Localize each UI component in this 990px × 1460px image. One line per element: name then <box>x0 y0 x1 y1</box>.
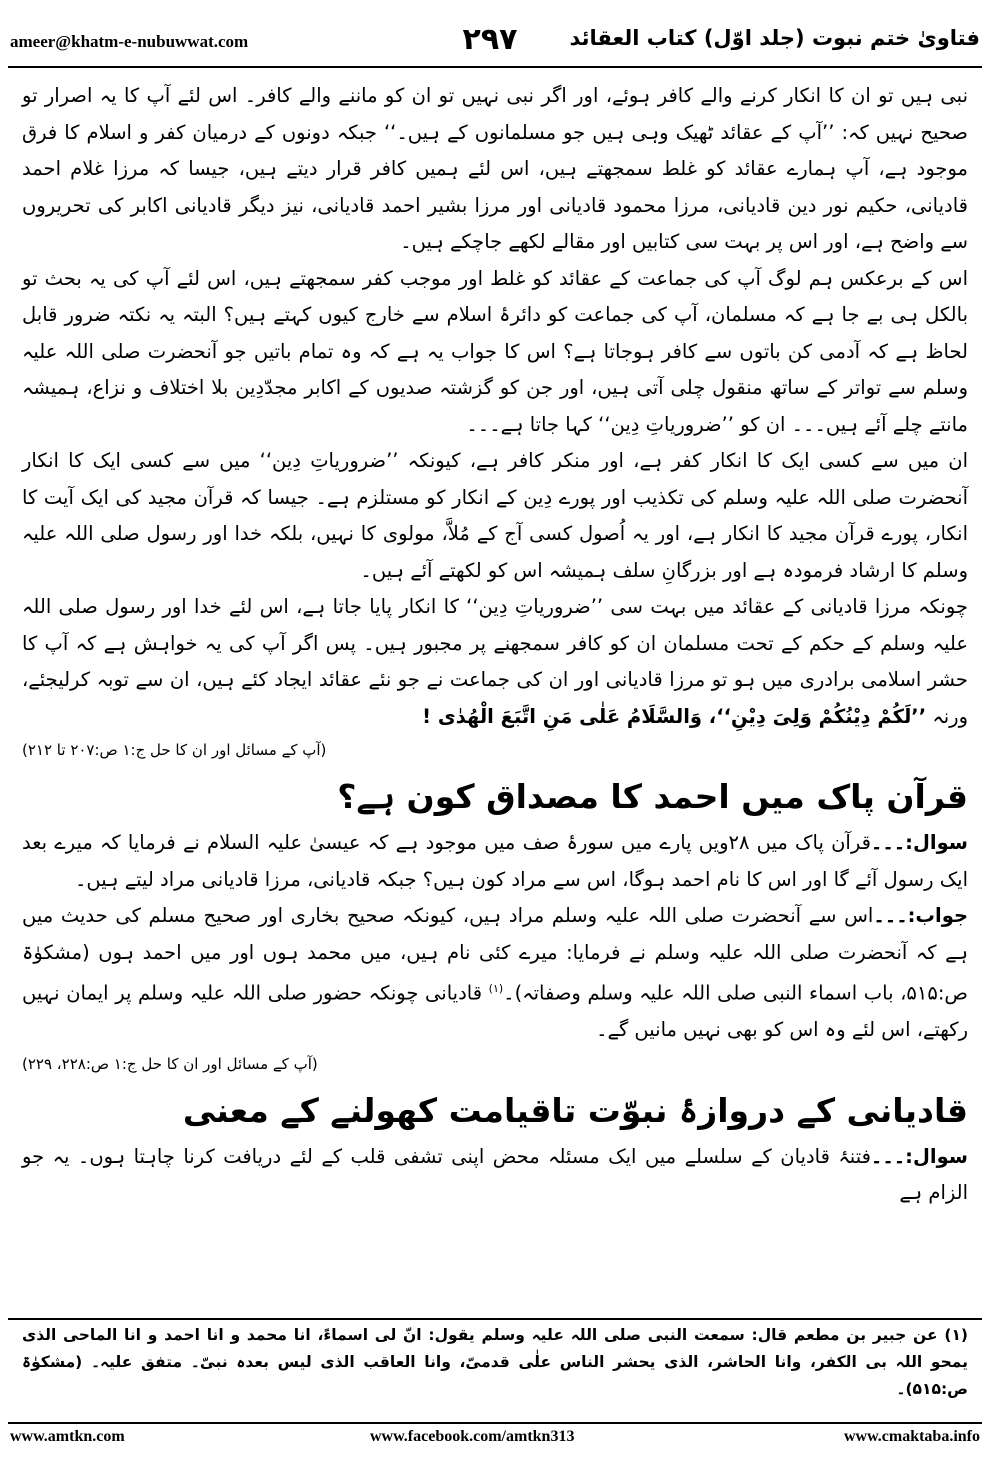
answer-2 <box>22 898 968 1049</box>
footer-link-facebook[interactable]: www.facebook.com/amtkn313 <box>370 1428 575 1445</box>
page-header <box>10 22 980 62</box>
question-text: قرآن پاک میں ۲۸ویں پارے میں سورۂ صف میں موجود ہے کہ عیسیٰ علیہ السلام نے فرمایا کہ میرے بعد ایک رسول آئے گا اور اس کا نام احمد ہوگا، اس سے مراد کون ہیں؟ جبکہ قادیانی، مرزا قادیانی مراد لیتے ہیں۔ <box>22 831 968 891</box>
paragraph-3: ان میں سے کسی ایک کا انکار کفر ہے، اور منکر کافر ہے، کیونکہ ’’ضروریاتِ دِین‘‘ میں سے کسی ایک کا انکار آنحضرت صلی اللہ علیہ وسلم کی تکذیب اور پورے دِین کے انکار کو مستلزم ہے۔ جیسا کہ قرآن مجید کی ایک آیت کا انکار، پورے قرآن مجید کا انکار ہے، اور یہ اُصول کسی آج کے مُلاَّ، مولوی کا نہیں، بلکہ خدا اور رسول صلی اللہ علیہ وسلم کا ارشاد فرمودہ ہے اور بزرگانِ سلف ہمیشہ اس کو لکھتے آئے ہیں۔ <box>22 449 968 582</box>
section-heading-ahmad: قرآن پاک میں احمد کا مصداق کون ہے؟ <box>337 777 968 816</box>
paragraph-4 <box>22 589 968 735</box>
question-3 <box>22 1139 968 1212</box>
footer-divider <box>8 1422 982 1424</box>
header-email[interactable]: ameer@khatm-e-nubuwwat.com <box>10 32 249 51</box>
footer-link-amtkn[interactable]: www.amtkn.com <box>10 1428 125 1445</box>
footer-link-cmaktaba[interactable]: www.cmaktaba.info <box>843 1428 980 1445</box>
footnote-divider <box>8 1318 982 1320</box>
paragraph-2: اس کے برعکس ہم لوگ آپ کی جماعت کے عقائد کو غلط اور موجب کفر سمجھتے ہیں، اس لئے آپ کی یہ بحث تو بالکل ہی بے جا ہے کہ مسلمان، آپ کی جماعت کو دائرۂ اسلام سے خارج کیوں کہتے ہیں؟ البتہ یہ نکتہ ضرور قابل لحاظ ہے کہ آدمی کن باتوں سے کافر ہوجاتا ہے؟ اس کا جواب یہ ہے کہ وہ تمام باتیں جو آنحضرت صلی اللہ علیہ وسلم سے تواتر کے ساتھ منقول چلی آتی ہیں، اور جن کو گزشتہ صدیوں کے اکابر مجدّدِین بلا اختلاف و نزاع، ہمیشہ مانتے چلے آئے ہیں۔۔۔ ان کو ’’ضروریاتِ دِین‘‘ کہا جاتا ہے۔۔۔ <box>22 266 968 436</box>
question-label-3: سوال:۔۔۔ <box>870 1144 968 1168</box>
reference-2: (آپ کے مسائل اور ان کا حل ج:۱ ص:۲۲۸، ۲۲۹) <box>22 1054 318 1073</box>
answer-text: اس سے آنحضرت صلی اللہ علیہ وسلم مراد ہیں، کیونکہ صحیح بخاری اور صحیح مسلم کی حدیث میں ہے کہ آنحضرت صلی اللہ علیہ وسلم نے فرمایا: میرے کئی نام ہیں، میں محمد ہوں اور میں احمد ہوں (مشکوٰۃ ص:۵۱۵، باب اسماء النبی صلی اللہ علیہ وسلم وصفاتہ)۔ <box>22 904 968 1005</box>
book-title: فتاویٰ ختم نبوت (جلد اوّل) کتاب العقائد <box>569 26 980 50</box>
footnote-marker[interactable]: (۱) <box>488 982 504 995</box>
answer-label: جواب:۔۔۔ <box>873 904 968 927</box>
footnote-text: (۱) عن جبیر بن مطعم قال: سمعت النبی صلی اللہ علیہ وسلم یقول: انّ لی اسماءً، انا محمد و انا احمد و انا الماحی الذی یمحو اللہ بی الکفر، وانا الحاشر، الذی یحشر الناس علٰی قدمیّ، وانا العاقب الذی لیس بعدہ نبیّ۔ متفق علیہ۔ (مشکوٰۃ ص:۵۱۵)۔ <box>22 1326 968 1398</box>
page-body <box>22 78 968 1212</box>
footnote-area <box>22 1322 968 1403</box>
paragraph-1: نبی ہیں تو ان کا انکار کرنے والے کافر ہوئے، اور اگر نبی نہیں تو ان کو ماننے والے کافر۔ اس لئے آپ کا یہ اصرار تو صحیح نہیں کہ: ’’آپ کے عقائد ٹھیک وہی ہیں جو مسلمانوں کے ہیں۔‘‘ جبکہ دونوں کے درمیان کفر و اسلام کا فرق موجود ہے، آپ ہمارے عقائد کو غلط سمجھتے ہیں، اس لئے ہمیں کافر قرار دیتے ہیں، جیسا کہ مرزا غلام احمد قادیانی، حکیم نور دین قادیانی، مرزا محمود قادیانی اور مرزا بشیر احمد قادیانی، نیز دیگر قادیانی اکابر کی تحریروں سے واضح ہے، اور اس پر بہت سی کتابیں اور مقالے لکھے جاچکے ہیں۔ <box>22 84 968 253</box>
answer-end-text: قادیانی چونکہ حضور صلی اللہ علیہ وسلم پر ایمان نہیں رکھتے، اس لئے وہ اس کو بھی نہیں مانیں گے۔ <box>22 981 968 1041</box>
section-heading-qadiani: قادیانی کے دروازۂ نبوّت تاقیامت کھولنے کے معنی <box>182 1090 968 1130</box>
question-2 <box>22 825 968 898</box>
question-label: سوال:۔۔۔ <box>870 831 968 854</box>
header-divider <box>8 66 982 68</box>
reference-1: (آپ کے مسائل اور ان کا حل ج:۱ ص:۲۰۷ تا ۲۱۲) <box>22 741 327 759</box>
question-text-3: فتنۂ قادیان کے سلسلے میں ایک مسئلہ محض اپنی تشفی قلب کے لئے دریافت کرنا چاہتا ہوں۔ یہ جو الزام ہے <box>22 1144 968 1204</box>
page-number: ۲۹۷ <box>462 22 518 57</box>
quran-quote: ’’لَکُمْ دِیْنُکُمْ وَلِیَ دِیْنِ‘‘، وَالسَّلَامُ عَلٰی مَنِ اتَّبَعَ الْھُدٰی ! <box>422 704 927 728</box>
paragraph-4-text: چونکہ مرزا قادیانی کے عقائد میں بہت سی ’’ضروریاتِ دِین‘‘ کا انکار پایا جاتا ہے، اس لئے خدا اور رسول صلی اللہ علیہ وسلم کے حکم کے تحت مسلمان ان کو کافر سمجھنے پر مجبور ہیں۔ پس اگر آپ کی یہ خواہش ہے کہ آپ کا حشر اسلامی برادری میں ہو تو مرزا قادیانی اور ان کی جماعت نے جو نئے عقائد ایجاد کئے ہیں، ان سے توبہ کرلیجئے، ورنہ <box>22 595 968 728</box>
page-footer <box>10 1428 980 1452</box>
